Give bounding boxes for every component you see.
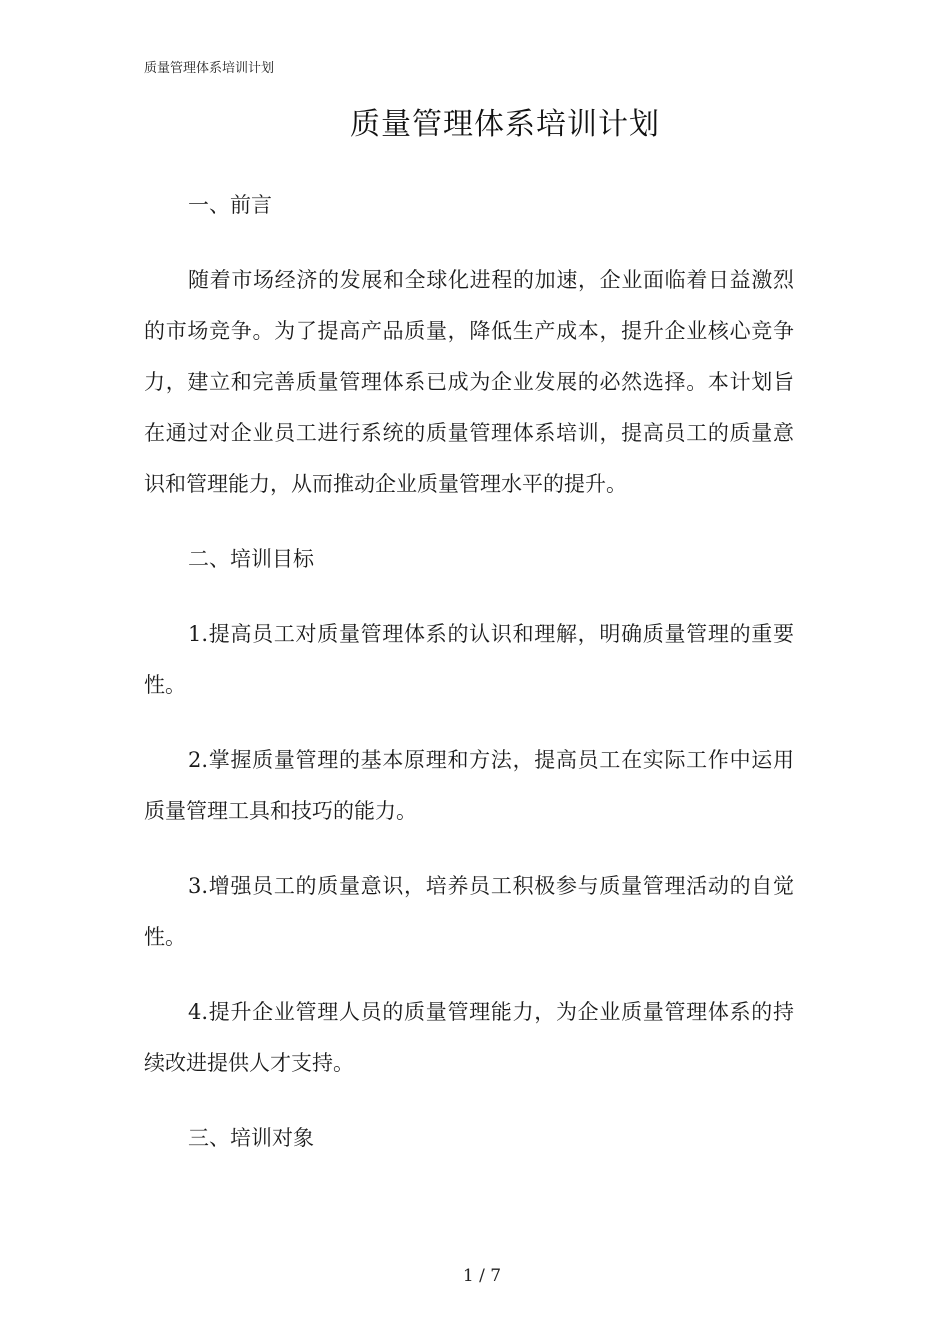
running-header: 质量管理体系培训计划 <box>144 61 275 76</box>
section-heading-preface: 一、前言 <box>188 193 272 217</box>
section-heading-objectives: 二、培训目标 <box>188 547 314 571</box>
objective-item-1: 1.提高员工对质量管理体系的认识和理解，明确质量管理的重要性。 <box>144 622 794 697</box>
objective-item-4: 4.提升企业管理人员的质量管理能力，为企业质量管理体系的持续改进提供人才支持。 <box>144 1000 794 1075</box>
objective-item-2: 2.掌握质量管理的基本原理和方法，提高员工在实际工作中运用质量管理工具和技巧的能力。 <box>144 748 794 823</box>
document-title: 质量管理体系培训计划 <box>350 107 660 142</box>
section-heading-audience: 三、培训对象 <box>188 1126 314 1150</box>
preface-paragraph: 随着市场经济的发展和全球化进程的加速，企业面临着日益激烈的市场竞争。为了提高产品质量，降低生产成本，提升企业核心竞争力，建立和完善质量管理体系已成为企业发展的必然选择。本计划旨在通过对企业员工进行系统的质量管理体系培训，提高员工的质量意识和管理能力，从而推动企业质量管理水平的提升。 <box>144 268 794 496</box>
page-number: 1 / 7 <box>462 1266 502 1286</box>
objective-item-3: 3.增强员工的质量意识，培养员工积极参与质量管理活动的自觉性。 <box>144 874 794 949</box>
document-body <box>144 180 794 1164</box>
